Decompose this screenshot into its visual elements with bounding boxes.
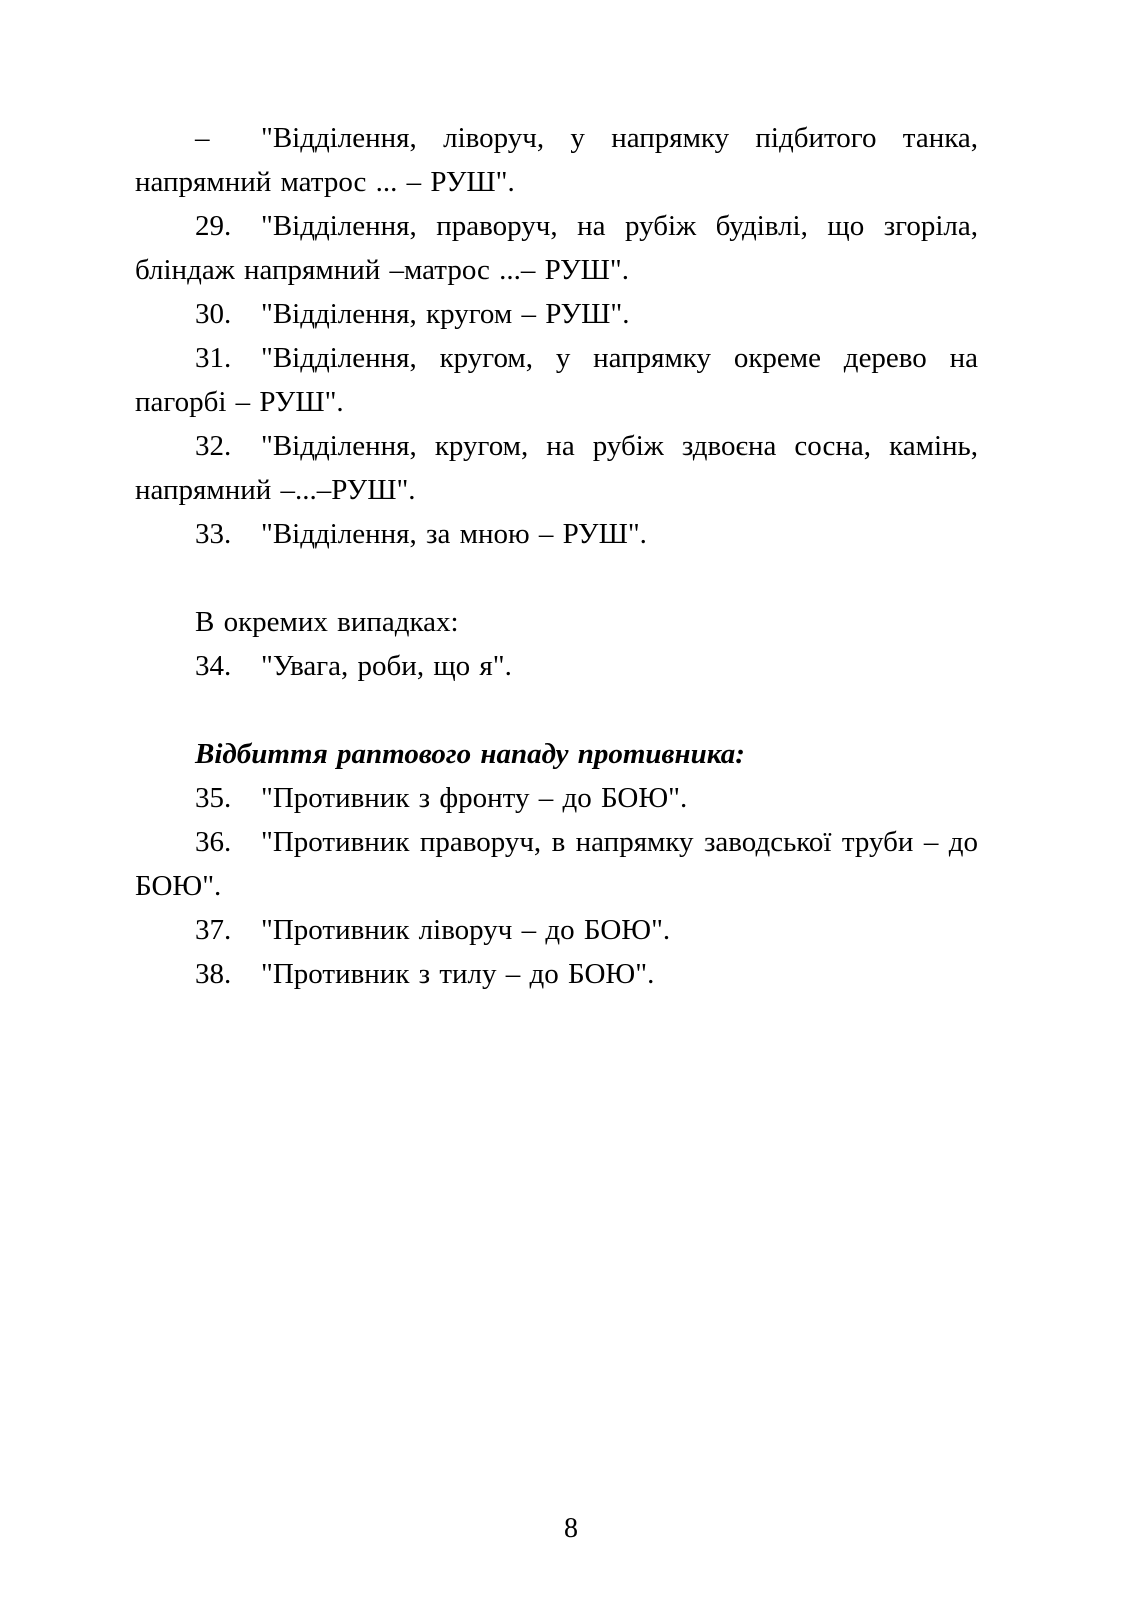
paragraph-text: "Відділення, ліворуч, у напрямку підбитого танка, напрямний матрос ... – РУШ". <box>135 122 978 198</box>
paragraph <box>135 644 978 688</box>
paragraph <box>135 424 978 512</box>
paragraph-marker: 36. <box>195 826 232 858</box>
section-heading <box>135 732 978 776</box>
paragraph-marker: 32. <box>195 430 232 462</box>
paragraph-text: "Противник ліворуч – до БОЮ". <box>261 914 671 946</box>
paragraph-list <box>135 116 978 996</box>
paragraph <box>135 336 978 424</box>
paragraph-text: "Противник з тилу – до БОЮ". <box>261 958 655 990</box>
paragraph <box>135 292 978 336</box>
paragraph-text: "Противник праворуч, в напрямку заводської труби – до БОЮ". <box>135 826 978 902</box>
paragraph-marker: 31. <box>195 342 232 374</box>
paragraph-marker: 38. <box>195 958 232 990</box>
paragraph <box>135 204 978 292</box>
paragraph <box>135 512 978 556</box>
paragraph-text: Відбиття раптового нападу противника: <box>195 738 745 770</box>
paragraph-marker: 34. <box>195 650 232 682</box>
paragraph <box>135 820 978 908</box>
paragraph <box>135 116 978 204</box>
paragraph <box>135 776 978 820</box>
paragraph <box>135 908 978 952</box>
paragraph <box>135 600 978 644</box>
paragraph-marker: 29. <box>195 210 232 242</box>
paragraph-marker: 33. <box>195 518 232 550</box>
page-number: 8 <box>564 1513 578 1544</box>
paragraph-text: "Відділення, кругом, на рубіж здвоєна сосна, камінь, напрямний –...–РУШ". <box>135 430 978 506</box>
paragraph-text: В окремих випадках: <box>195 606 459 638</box>
paragraph-text: "Відділення, кругом – РУШ". <box>261 298 630 330</box>
paragraph-marker: 30. <box>195 298 232 330</box>
paragraph <box>135 952 978 996</box>
paragraph-text: "Відділення, за мною – РУШ". <box>261 518 647 550</box>
paragraph-text: "Противник з фронту – до БОЮ". <box>261 782 688 814</box>
paragraph-marker: 37. <box>195 914 232 946</box>
paragraph-marker: 35. <box>195 782 232 814</box>
paragraph-text: "Відділення, праворуч, на рубіж будівлі, що згоріла, бліндаж напрямний –матрос ...– РУШ". <box>135 210 978 286</box>
paragraph-marker: – <box>195 122 210 154</box>
paragraph-text: "Відділення, кругом, у напрямку окреме дерево на пагорбі – РУШ". <box>135 342 978 418</box>
paragraph-text: "Увага, роби, що я". <box>261 650 512 682</box>
